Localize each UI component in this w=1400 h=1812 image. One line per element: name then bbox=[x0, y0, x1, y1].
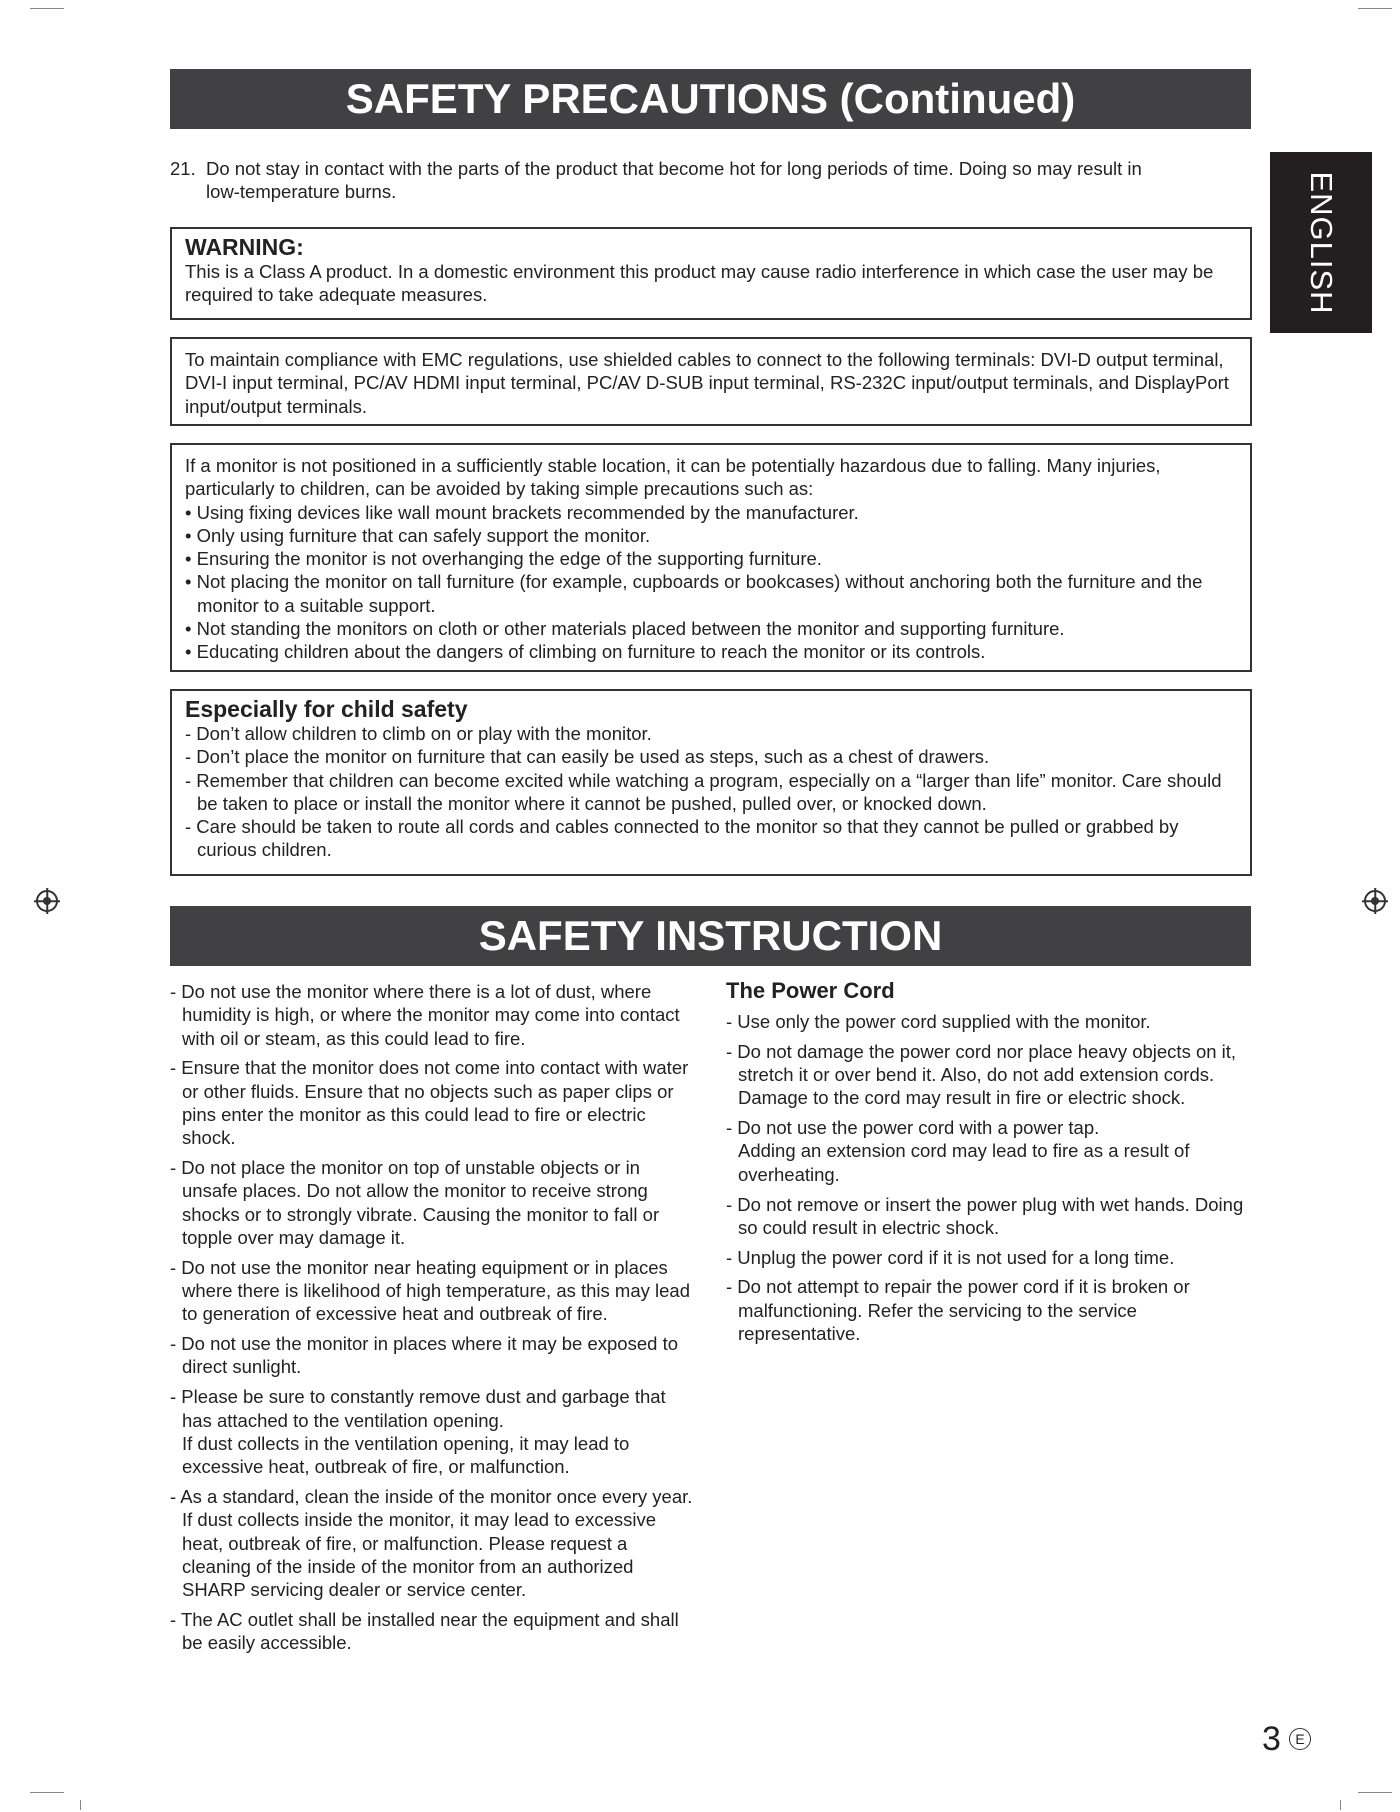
child-safety-item: - Don’t allow children to climb on or play with the monitor. bbox=[185, 723, 652, 744]
power-cord-item: - Do not remove or insert the power plug with wet hands. Doing so could result in electric shock. bbox=[726, 1193, 1244, 1238]
crop-mark bbox=[80, 1800, 81, 1810]
language-tab-label: ENGLISH bbox=[1304, 170, 1339, 315]
item-text: Do not stay in contact with the parts of the product that become hot for long periods of time. Doing so may result in low-temperature burns. bbox=[206, 158, 1142, 203]
power-cord-section bbox=[726, 977, 1251, 1352]
child-safety-title: Especially for child safety bbox=[185, 696, 468, 722]
instruction-item-continuation: If dust collects in the ventilation opening, it may lead to excessive heat, outbreak of fire, or malfunction. bbox=[182, 1432, 630, 1478]
section-header-safety-precautions: SAFETY PRECAUTIONS (Continued) bbox=[170, 69, 1251, 129]
power-cord-item: - Use only the power cord supplied with the monitor. bbox=[726, 1011, 1151, 1032]
registration-mark-icon bbox=[36, 890, 58, 912]
crop-mark bbox=[30, 8, 64, 9]
instruction-item: - As a standard, clean the inside of the monitor once every year. If dust collects inside the monitor, it may lead to excessive heat, outbreak of fire, or malfunction. Please request a cleaning of the inside of the monitor from an authorized SHARP servicing dealer or service center. bbox=[170, 1485, 693, 1601]
section-header-safety-instruction: SAFETY INSTRUCTION bbox=[170, 906, 1251, 966]
warning-title: WARNING: bbox=[185, 234, 304, 260]
item-number: 21. bbox=[170, 158, 196, 179]
crop-mark bbox=[1358, 1792, 1392, 1793]
language-tab bbox=[1270, 152, 1372, 333]
stability-bullet: • Educating children about the dangers of climbing on furniture to reach the monitor or its controls. bbox=[185, 641, 986, 663]
power-cord-item: - Do not damage the power cord nor place heavy objects on it, stretch it or over bend it. Also, do not add extension cords. Damage to the cord may result in fire or electric shock. bbox=[726, 1040, 1237, 1109]
power-cord-title: The Power Cord bbox=[726, 978, 895, 1003]
emc-compliance-box bbox=[170, 337, 1252, 426]
crop-mark bbox=[1340, 1800, 1341, 1810]
stability-bullet: • Not placing the monitor on tall furniture (for example, cupboards or bookcases) without anchoring both the furniture and the monitor to a suitable support. bbox=[185, 571, 1203, 616]
power-cord-item: - Unplug the power cord if it is not used for a long time. bbox=[726, 1246, 1175, 1268]
child-safety-item: - Don’t place the monitor on furniture that can easily be used as steps, such as a chest of drawers. bbox=[185, 746, 990, 768]
registration-mark-icon bbox=[1364, 890, 1386, 912]
instruction-item: - Ensure that the monitor does not come into contact with water or other fluids. Ensure that no objects such as paper clips or pins enter the monitor as this could lead to fire or electric shock. bbox=[170, 1057, 689, 1149]
emc-text: To maintain compliance with EMC regulations, use shielded cables to connect to the following terminals: DVI-D output terminal, DVI-I input terminal, PC/AV HDMI input terminal, PC/AV D-SUB input terminal, RS-232C input/output terminals, and DisplayPort input/output terminals. bbox=[185, 349, 1229, 417]
warning-text: This is a Class A product. In a domestic environment this product may cause radio interference in which case the user may be required to take adequate measures. bbox=[185, 261, 1214, 306]
power-cord-item: - Do not use the power cord with a power tap. bbox=[726, 1117, 1100, 1139]
instruction-item: - Do not use the monitor where there is a lot of dust, where humidity is high, or where the monitor may come into contact with oil or steam, as this could lead to fire. bbox=[170, 981, 680, 1049]
power-cord-item: - Do not attempt to repair the power cord if it is broken or malfunctioning. Refer the servicing to the service representative. bbox=[726, 1276, 1190, 1345]
stability-bullet: • Only using furniture that can safely support the monitor. bbox=[185, 524, 651, 546]
stability-bullet: • Ensuring the monitor is not overhanging the edge of the supporting furniture. bbox=[185, 548, 822, 570]
precaution-item-21 bbox=[170, 157, 1170, 204]
instruction-item: - Please be sure to constantly remove dust and garbage that has attached to the ventilation opening. bbox=[170, 1386, 666, 1431]
stability-bullet: • Not standing the monitors on cloth or other materials placed between the monitor and supporting furniture. bbox=[185, 618, 1065, 640]
stability-box bbox=[170, 443, 1252, 672]
instruction-item: - Do not place the monitor on top of unstable objects or in unsafe places. Do not allow the monitor to receive strong shocks or to strongly vibrate. Causing the monitor to fall or topple over may damage it. bbox=[170, 1157, 660, 1248]
crop-mark bbox=[30, 1792, 64, 1793]
language-suffix-badge: E bbox=[1289, 1728, 1311, 1750]
instruction-item: - Do not use the monitor near heating equipment or in places where there is likelihood of high temperature, as this may lead to generation of excessive heat and outbreak of fire. bbox=[170, 1256, 690, 1325]
page-number: 3 bbox=[1262, 1720, 1281, 1758]
child-safety-item: - Remember that children can become excited while watching a program, especially on a “larger than life” monitor. Care should be taken to place or install the monitor where it cannot be pushed, pulled over, or knocked down. bbox=[185, 769, 1222, 814]
warning-box bbox=[170, 227, 1252, 320]
child-safety-box bbox=[170, 689, 1252, 876]
instruction-item: - Do not use the monitor in places where it may be exposed to direct sunlight. bbox=[170, 1333, 678, 1378]
power-cord-item-continuation: Adding an extension cord may lead to fire as a result of overheating. bbox=[738, 1140, 1190, 1185]
crop-mark bbox=[1358, 8, 1392, 9]
stability-bullet: • Using fixing devices like wall mount brackets recommended by the manufacturer. bbox=[185, 501, 859, 523]
instruction-item: - The AC outlet shall be installed near the equipment and shall be easily accessible. bbox=[170, 1608, 679, 1654]
stability-intro: If a monitor is not positioned in a sufficiently stable location, it can be potentially hazardous due to falling. Many injuries, particularly to children, can be avoided by taking simple precautions such as: bbox=[185, 455, 1161, 500]
child-safety-item: - Care should be taken to route all cords and cables connected to the monitor so that they cannot be pulled or grabbed by curious children. bbox=[185, 816, 1179, 861]
safety-instruction-left-column bbox=[170, 980, 700, 1661]
